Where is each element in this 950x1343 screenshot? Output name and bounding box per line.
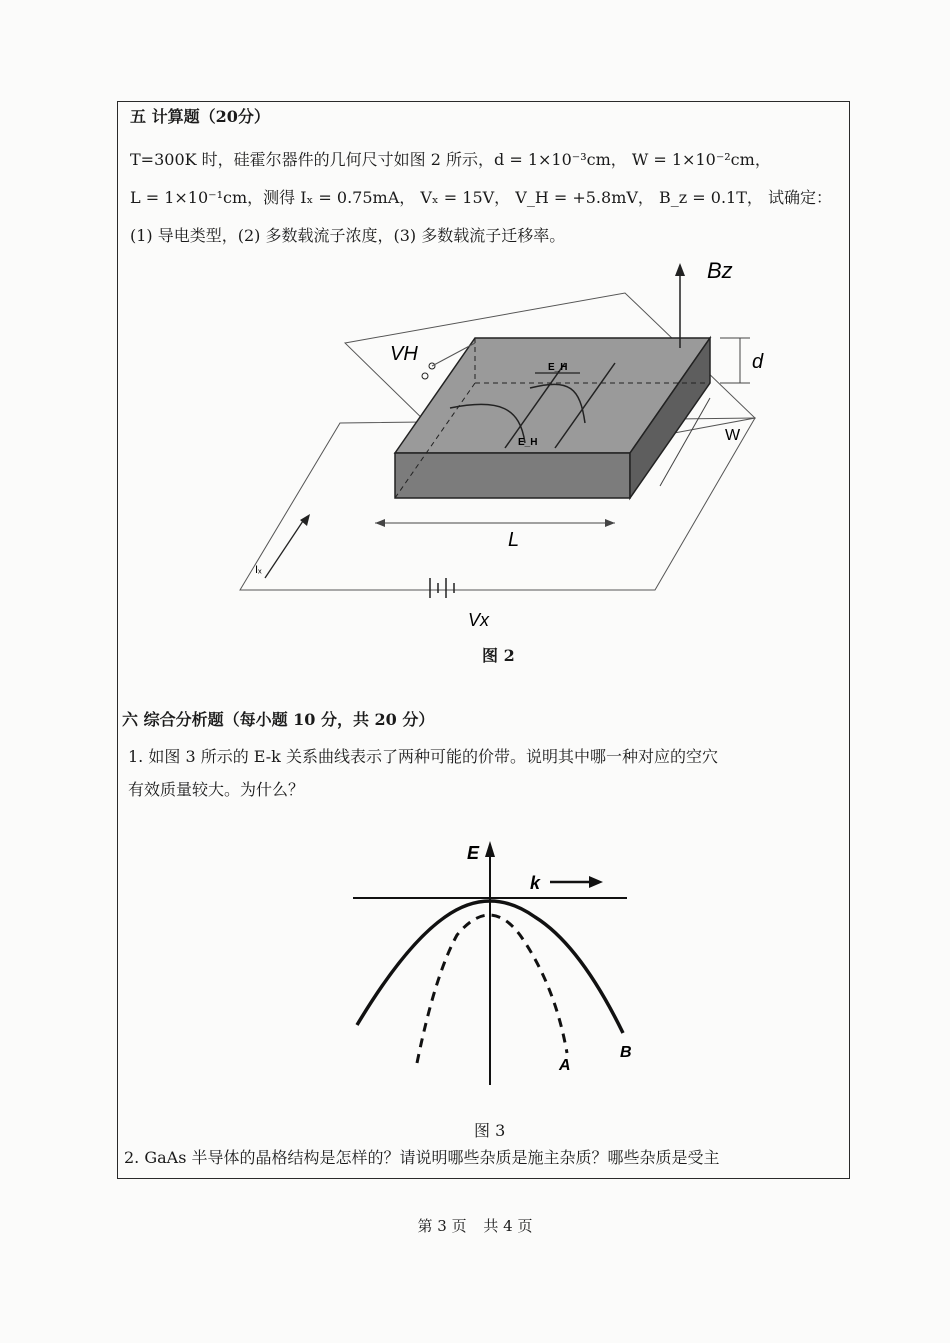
section5-line1: T=300K 时，硅霍尔器件的几何尺寸如图 2 所示，d = 1×10⁻³cm， W = 1×10⁻²cm， <box>130 150 771 169</box>
ix-label: Iₓ <box>255 564 262 576</box>
question1-line2: 有效质量较大。为什么？ <box>128 780 305 799</box>
e-axis-label: E <box>467 843 480 863</box>
eh-bottom-label: E_H <box>518 437 538 448</box>
section5-heading: 五 计算题（20分） <box>130 107 270 126</box>
d-label: d <box>752 351 764 373</box>
page-footer <box>0 1215 950 1236</box>
figure2-caption: 图 2 <box>482 646 515 665</box>
curve-b-label: B <box>620 1044 632 1061</box>
w-label: W <box>725 427 741 444</box>
question2-line1: 2. GaAs 半导体的晶格结构是怎样的？请说明哪些杂质是施主杂质？哪些杂质是受主 <box>124 1148 720 1167</box>
section6-heading: 六 综合分析题（每小题 10 分，共 20 分） <box>122 710 435 729</box>
vx-label: Vx <box>468 610 490 630</box>
question1-line1: 1. 如图 3 所示的 E-k 关系曲线表示了两种可能的价带。说明其中哪一种对应的空穴 <box>128 747 718 766</box>
bz-label: Bz <box>707 258 733 283</box>
curve-a-label: A <box>559 1057 571 1074</box>
page-total: 共 4 页 <box>483 1217 533 1235</box>
figure3-caption: 图 3 <box>474 1121 506 1140</box>
l-label: L <box>508 529 520 551</box>
page-number: 第 3 页 <box>417 1217 467 1235</box>
eh-top-label: E_H <box>548 362 568 373</box>
e-k-diagram <box>345 835 645 1085</box>
section5-line3: (1) 导电类型，(2) 多数载流子浓度，(3) 多数载流子迁移率。 <box>130 226 566 245</box>
vh-label: VH <box>390 343 418 365</box>
section5-line2: L = 1×10⁻¹cm，测得 Iₓ = 0.75mA， Vₓ = 15V， V_H = +5.8mV， B_z = 0.1T， 试确定： <box>130 188 832 207</box>
k-axis-label: k <box>530 873 541 893</box>
hall-device-figure <box>220 248 780 640</box>
